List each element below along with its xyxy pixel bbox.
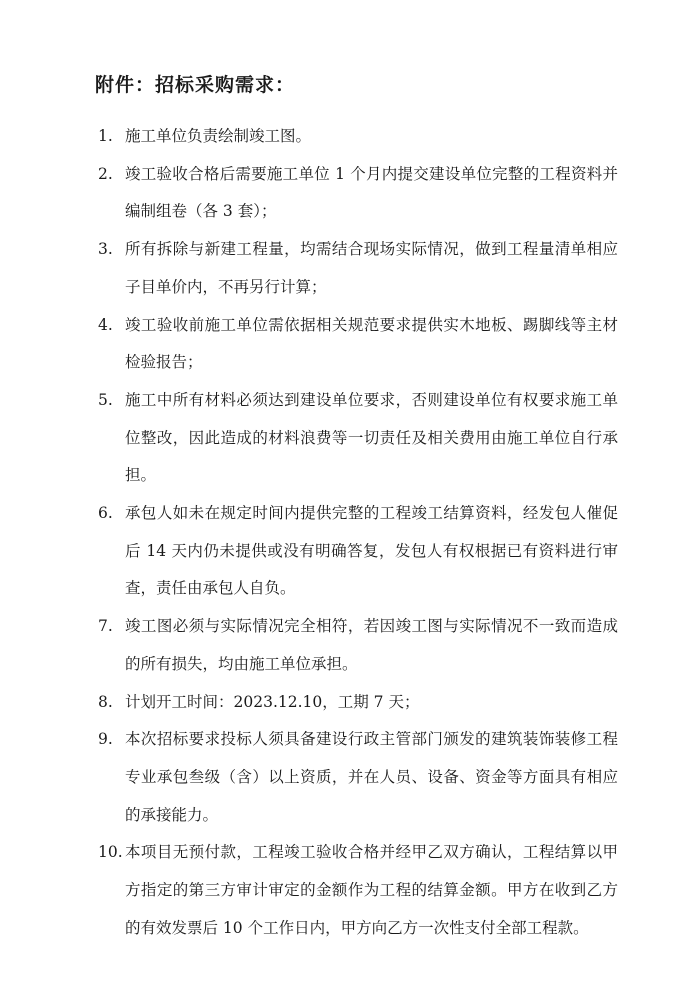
item-number: 10. <box>98 843 123 862</box>
item-text: 所有拆除与新建工程量，均需结合现场实际情况，做到工程量清单相应子目单价内，不再另行计算； <box>125 240 618 296</box>
requirements-list <box>98 118 618 947</box>
list-item <box>98 231 618 306</box>
item-text: 竣工图必须与实际情况完全相符，若因竣工图与实际情况不一致而造成的所有损失，均由施工单位承担。 <box>125 617 618 673</box>
item-number: 7. <box>98 617 113 636</box>
list-item <box>98 834 618 947</box>
list-item <box>98 156 618 231</box>
item-text: 竣工验收前施工单位需依据相关规范要求提供实木地板、踢脚线等主材检验报告； <box>125 315 618 372</box>
list-item <box>98 495 618 608</box>
item-text: 计划开工时间：2023.12.10，工期 7 天； <box>125 692 420 711</box>
item-text: 施工中所有材料必须达到建设单位要求，否则建设单位有权要求施工单位整改，因此造成的材料浪费等一切责任及相关费用由施工单位自行承担。 <box>125 390 618 485</box>
list-item <box>98 382 618 495</box>
item-number: 3. <box>98 240 113 259</box>
item-text: 本项目无预付款，工程竣工验收合格并经甲乙双方确认，工程结算以甲方指定的第三方审计审定的金额作为工程的结算金额。甲方在收到乙方的有效发票后 10 个工作日内，甲方向乙方一次性支付全部工程款。 <box>125 843 618 937</box>
list-item <box>98 684 618 722</box>
list-item <box>98 608 618 683</box>
item-number: 2. <box>98 164 113 183</box>
item-number: 1. <box>98 127 113 145</box>
item-text: 承包人如未在规定时间内提供完整的工程竣工结算资料，经发包人催促后 14 天内仍未提供或没有明确答复，发包人有权根据已有资料进行审查，责任由承包人自负。 <box>125 504 618 598</box>
item-number: 5. <box>98 390 113 409</box>
document-title: 附件：招标采购需求： <box>95 74 296 96</box>
item-number: 4. <box>98 315 113 334</box>
list-item <box>98 721 618 834</box>
item-number: 6. <box>98 504 113 523</box>
item-number: 9. <box>98 730 113 749</box>
list-item <box>98 118 618 156</box>
item-text: 竣工验收合格后需要施工单位 1 个月内提交建设单位完整的工程资料并编制组卷（各 3 套）； <box>125 164 618 221</box>
list-item <box>98 307 618 382</box>
item-text: 施工单位负责绘制竣工图。 <box>125 127 312 145</box>
item-text: 本次招标要求投标人须具备建设行政主管部门颁发的建筑装饰装修工程专业承包叁级（含）以上资质，并在人员、设备、资金等方面具有相应的承接能力。 <box>125 730 618 824</box>
item-number: 8. <box>98 692 113 711</box>
